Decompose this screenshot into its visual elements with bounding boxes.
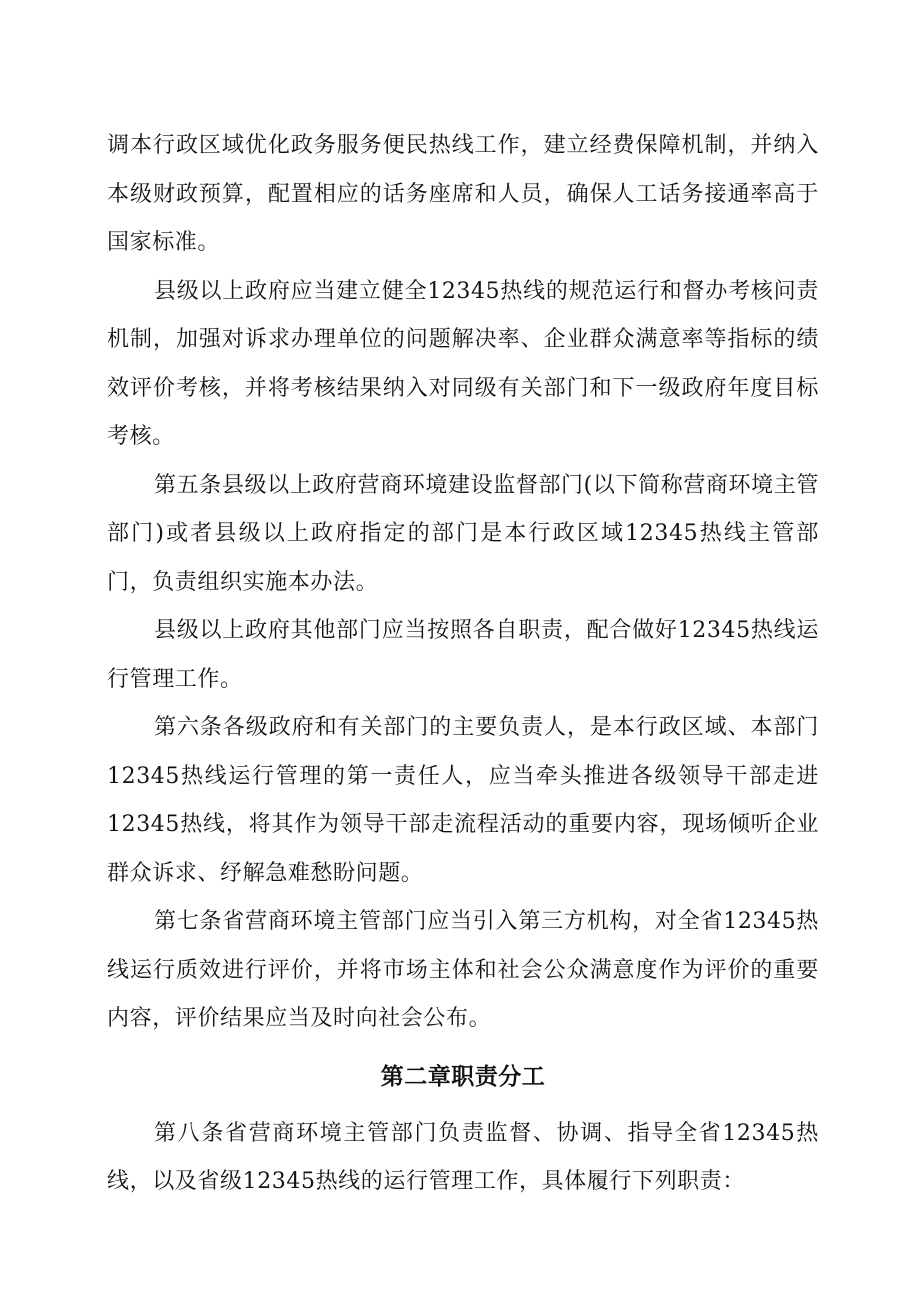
chapter-heading: 第二章职责分工 (380, 1063, 546, 1090)
paragraph-other-departments: 县级以上政府其他部门应当按照各自职责，配合做好12345热线运行管理工作。 (107, 618, 819, 692)
paragraph-article-7: 第七条省营商环境主管部门应当引入第三方机构，对全省12345热线运行质效进行评价，并将市场主体和社会公众满意度作为评价的重要内容，评价结果应当及时向社会公布。 (107, 909, 819, 1031)
paragraph-article-8: 第八条省营商环境主管部门负责监督、协调、指导全省12345热线，以及省级12345热线的运行管理工作，具体履行下列职责： (107, 1120, 819, 1194)
paragraph-continuation: 调本行政区域优化政务服务便民热线工作，建立经费保障机制，并纳入本级财政预算，配置相应的话务座席和人员，确保人工话务接通率高于国家标准。 (107, 133, 819, 255)
paragraph-article-6: 第六条各级政府和有关部门的主要负责人，是本行政区域、本部门12345热线运行管理的第一责任人，应当牵头推进各级领导干部走进12345热线，将其作为领导干部走流程活动的重要内容，现场倾听企业群众诉求、纾解急难愁盼问题。 (107, 715, 819, 886)
document-body (107, 122, 819, 1207)
paragraph-article-5: 第五条县级以上政府营商环境建设监督部门(以下简称营商环境主管部门)或者县级以上政府指定的部门是本行政区域12345热线主管部门，负责组织实施本办法。 (107, 472, 819, 595)
paragraph-assessment-mechanism: 县级以上政府应当建立健全12345热线的规范运行和督办考核问责机制，加强对诉求办理单位的问题解决率、企业群众满意率等指标的绩效评价考核，并将考核结果纳入对同级有关部门和下一级政府年度目标考核。 (107, 278, 819, 449)
